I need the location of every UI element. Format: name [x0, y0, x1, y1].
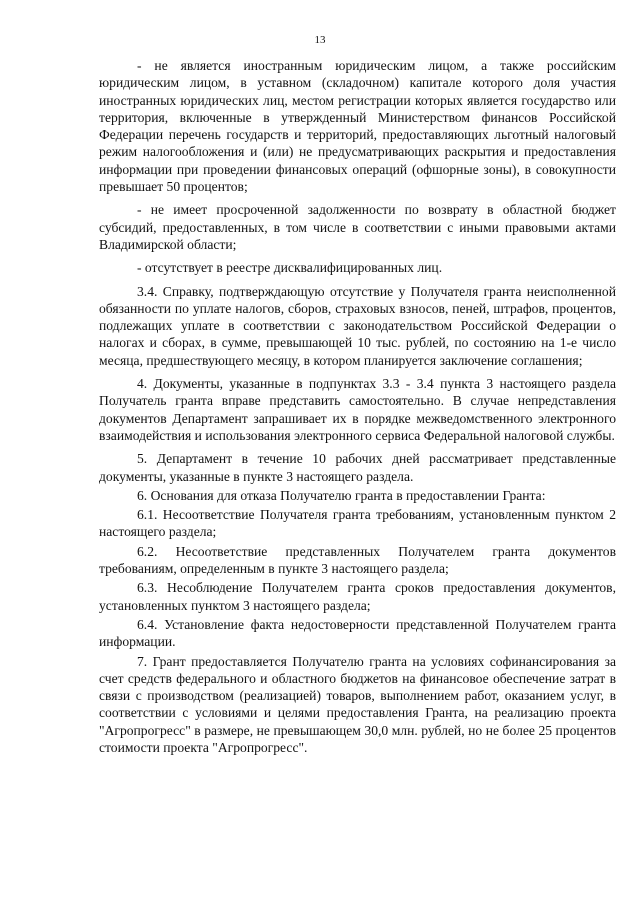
- paragraph-6-1: 6.1. Несоответствие Получателя гранта требованиям, установленным пунктом 2 настоящего раздела;: [99, 507, 616, 540]
- paragraph-6: 6. Основания для отказа Получателю гранта в предоставлении Гранта:: [137, 487, 546, 503]
- paragraph-6-4: 6.4. Установление факта недостоверности представленной Получателем гранта информации.: [99, 616, 616, 650]
- paragraph-6-2: 6.2. Несоответствие представленных Получателем гранта документов требованиям, определенным в пункте 3 настоящего раздела;: [99, 543, 616, 577]
- paragraph-5: 5. Департамент в течение 10 рабочих дней рассматривает представленные документы, указанные в пункте 3 настоящего раздела.: [99, 451, 616, 484]
- page-number: 13: [314, 34, 326, 46]
- document-body: [99, 57, 616, 758]
- paragraph-3-4: 3.4. Справку, подтверждающую отсутствие у Получателя гранта неисполненной обязанности по уплате налогов, сборов, страховых взносов, пеней, штрафов, процентов, подлежащих уплате в соответствии с законодательством Российской Федерации о налогах и сборах, в сумме, превышающей 10 тыс. рублей, по состоянию на 1-е число месяца, предшествующего месяцу, в котором планируется заключение соглашения;: [99, 283, 616, 368]
- paragraph-not-disqualified: - отсутствует в реестре дисквалифицированных лиц.: [137, 260, 443, 276]
- paragraph-6-3: 6.3. Несоблюдение Получателем гранта сроков предоставления документов, установленных пунктом 3 настоящего раздела;: [99, 580, 616, 613]
- paragraph-no-debt-criterion: - не имеет просроченной задолженности по возврату в областной бюджет субсидий, предоставленных, в том числе в соответствии с иными правовыми актами Владимирской области;: [99, 202, 616, 252]
- paragraph-offshore-criterion: - не является иностранным юридическим лицом, а также российским юридическим лицом, в уставном (складочном) капитале которого доля участия иностранных юридических лиц, местом регистрации которых является государство или территория, включенные в утвержденный Министерством финансов Российской Федерации перечень государств и территорий, предоставляющих льготный налоговый режим налогообложения и (или) не предусматривающих раскрытия и предоставления информации при проведении финансовых операций (офшорные зоны), в совокупности превышает 50 процентов;: [99, 58, 616, 195]
- paragraph-7: 7. Грант предоставляется Получателю гранта на условиях софинансирования за счет средств федерального и областного бюджетов на финансовое обеспечение затрат в связи с производством (реализацией) товаров, выполнением работ, оказанием услуг, в соответствии с условиями и целями предоставления Гранта, на реализацию проекта "Агропрогресс" в размере, не превышающем 30,0 млн. рублей, но не более 25 процентов стоимости проекта "Агропрогресс".: [99, 653, 616, 755]
- paragraph-4: 4. Документы, указанные в подпунктах 3.3 - 3.4 пункта 3 настоящего раздела Получатель гранта вправе представить самостоятельно. В случае непредставления документов Департамент запрашивает их в порядке межведомственного электронного взаимодействия и использования электронного сервиса Федеральной налоговой службы.: [99, 376, 616, 443]
